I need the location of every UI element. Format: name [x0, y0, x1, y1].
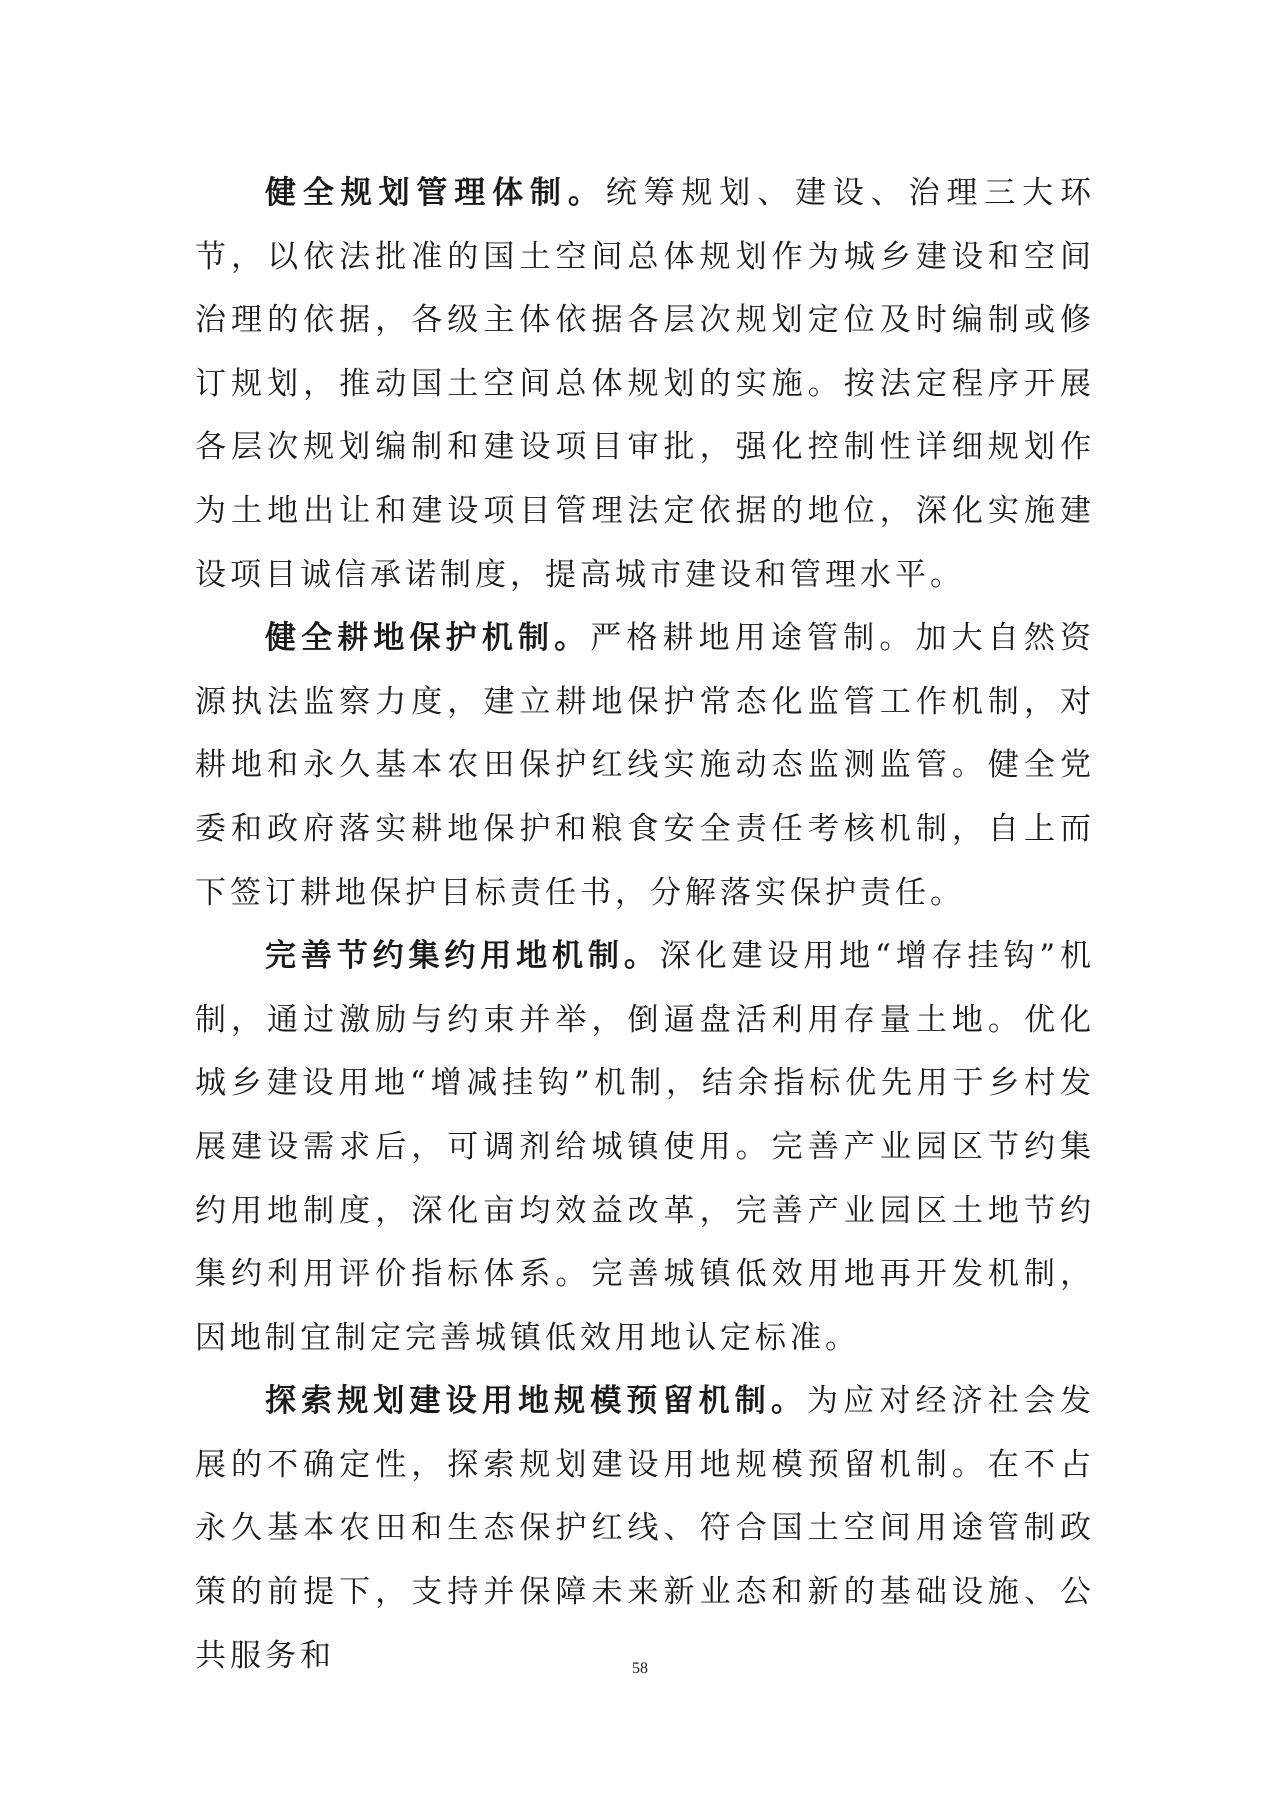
- body-text: [195, 162, 1095, 1688]
- paragraph-body: 统筹规划、建设、治理三大环节，以依法批准的国土空间总体规划作为城乡建设和空间治理的依据，各级主体依据各层次规划定位及时编制或修订规划，推动国土空间总体规划的实施。按法定程序开展各层次规划编制和建设项目审批，强化控制性详细规划作为土地出让和建设项目管理法定依据的地位，深化实施建设项目诚信承诺制度，提高城市建设和管理水平。: [195, 175, 1096, 593]
- paragraph-heading: 完善节约集约用地机制。: [265, 938, 660, 975]
- paragraph-body: 为应对经济社会发展的不确定性，探索规划建设用地规模预留机制。在不占永久基本农田和生态保护红线、符合国土空间用途管制政策的前提下，支持并保障未来新业态和新的基础设施、公共服务和: [195, 1383, 1096, 1674]
- paragraph-land-reservation: [195, 1370, 1095, 1688]
- paragraph-heading: 健全规划管理体制。: [265, 175, 606, 211]
- paragraph-body: 深化建设用地“增存挂钩”机制，通过激励与约束并举，倒逼盘活利用存量土地。优化城乡建设用地“增减挂钩”机制，结余指标优先用于乡村发展建设需求后，可调剂给城镇使用。完善产业园区节约集约用地制度，深化亩均效益改革，完善产业园区土地节约集约利用评价指标体系。完善城镇低效用地再开发机制，因地制宜制定完善城镇低效用地认定标准。: [195, 938, 1096, 1356]
- paragraph-planning-management: [195, 162, 1095, 607]
- paragraph-body: 严格耕地用途管制。加大自然资源执法监察力度，建立耕地保护常态化监管工作机制，对耕地和永久基本农田保护红线实施动态监测监管。健全党委和政府落实耕地保护和粮食安全责任考核机制，自上而下签订耕地保护目标责任书，分解落实保护责任。: [195, 620, 1096, 911]
- paragraph-farmland-protection: [195, 607, 1095, 925]
- paragraph-heading: 健全耕地保护机制。: [265, 620, 591, 657]
- paragraph-heading: 探索规划建设用地规模预留机制。: [265, 1383, 808, 1420]
- page-number: 58: [632, 1660, 648, 1677]
- paragraph-land-conservation: [195, 925, 1095, 1370]
